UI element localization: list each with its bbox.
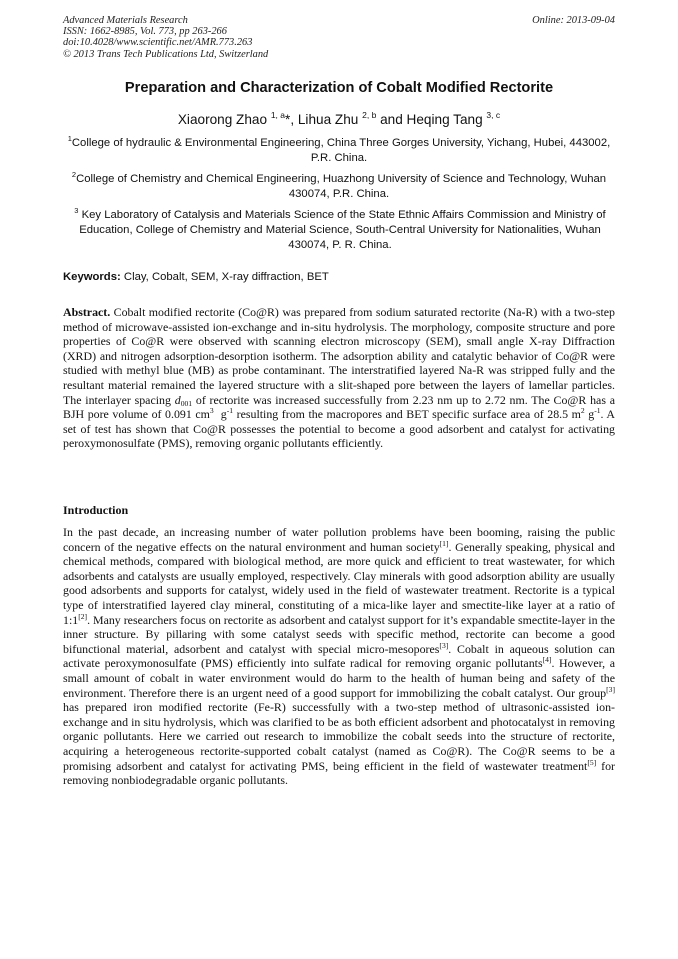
unit: g — [220, 407, 227, 422]
issn-line: ISSN: 1662-8985, Vol. 773, pp 263-266 — [63, 26, 227, 38]
author-separator: , — [290, 112, 298, 127]
affiliation-text: College of hydraulic & Environmental Engineering, China Three Gorges University, Yichang, Hubei, 443002, P.R. China. — [71, 137, 611, 164]
abstract-text: of rectorite was increased successfully from 2.23 nm up to 2.72 nm. The Co@R has a BJH pore volume of 0.091 cm — [63, 392, 616, 422]
abstract-text: resulting from the macropores and BET specific surface area of 28.5 m — [236, 407, 581, 422]
journal-name: Advanced Materials Research — [63, 15, 188, 26]
author-separator: and — [376, 112, 407, 127]
citation: [5] — [587, 757, 597, 767]
paper-title: Preparation and Characterization of Cobalt Modified Rectorite — [124, 80, 554, 96]
superscript: -1 — [226, 406, 234, 416]
citation: [3] — [606, 684, 615, 694]
spacing-subscript: 001 — [180, 398, 193, 408]
affiliation-text: Key Laboratory of Catalysis and Materials Science of the State Ethnic Affairs Commission and Ministry of Education, College of Chemistry and Material Science, South-Central University for Nationalities, Wuhan 430074, P. R. China. — [79, 209, 606, 251]
corresponding-mark: * — [285, 112, 291, 127]
abstract-text: Cobalt modified rectorite (Co@R) was prepared from sodium saturated rectorite (Na-R) with a two-step method of microwave-assisted ion-exchange and in-situ hydrolysis. The morphology, composite structure and pore properties of Co@R were observed with scanning electron microscopy (SEM), small angle X-ray Diffraction (XRD) and nitrogen adsorption-desorption isotherm. The adsorption ability and catalytic behavior of Co@R were studied with methyl blue (MB) as probe contaminant. The interstratified layered Na-R was stripped fully and the resultant material remained the layered structure with a slit-shaped pore between the layers of lamellar particles. The interlayer spacing — [63, 305, 615, 407]
author-list — [63, 112, 615, 127]
citation: [3] — [439, 640, 449, 650]
affiliation — [72, 208, 608, 253]
superscript: 2 — [580, 406, 585, 416]
citation: [2] — [78, 611, 88, 621]
affiliation — [63, 136, 615, 166]
keywords-text: Clay, Cobalt, SEM, X-ray diffraction, BET — [123, 271, 329, 283]
body-text: has prepared iron modified rectorite (Fe-R) successfully with a two-step method of ultrasonic-assisted ion-exchange and in situ hydrolysis, which was clarified to be as both efficient adsorbent and photocatalyst in removing organic pollutants. Here we carried out research to immobilize the cobalt seeds into the structure of rectorite, acquiring a heterogeneous rectorite-supported cobalt catalyst (named as Co@R). The Co@R seems to be a promising adsorbent and catalyst for activating PMS, being efficient in the field of wastewater treatment — [63, 700, 615, 773]
abstract — [63, 305, 615, 451]
affiliation-text: College of Chemistry and Chemical Engineering, Huazhong University of Science and Technology, Wuhan 430074, P.R. China. — [76, 173, 607, 200]
author-affiliation-mark: 3, c — [486, 110, 501, 120]
section-heading: Introduction — [63, 503, 129, 517]
affiliation — [63, 172, 615, 202]
affiliation-number: 1 — [67, 134, 72, 143]
affiliation-number: 3 — [74, 206, 79, 215]
keywords — [63, 271, 615, 283]
doi-line: doi:10.4028/www.scientific.net/AMR.773.263 — [63, 37, 253, 49]
superscript: 3 — [209, 406, 214, 416]
introduction-paragraph — [63, 525, 615, 788]
abstract-label: Abstract. — [63, 305, 111, 319]
spacing-symbol: d — [174, 392, 181, 407]
body-text: . Cobalt in aqueous solution can activate peroxymonosulfate (PMS) efficiently into sulfate radical for removing organic pollutants — [63, 641, 616, 671]
keywords-label: Keywords: — [63, 271, 121, 283]
body-text: . However, a small amount of cobalt in water environment would do harm to the health of human being and safety of the environment. Therefore there is an urgent need of a good support for immobilizing the cobalt catalyst. Our group — [63, 656, 615, 700]
author-affiliation-mark: 1, a — [270, 110, 286, 120]
superscript: -1 — [594, 406, 601, 416]
journal-header — [63, 15, 615, 60]
body-text: for removing nonbiodegradable organic pollutants. — [63, 758, 615, 788]
author-name: Heqing Tang — [406, 112, 483, 127]
online-date: Online: 2013-09-04 — [532, 15, 615, 26]
unit: g — [588, 407, 595, 422]
body-text: . Many researchers focus on rectorite as adsorbent and catalyst support for it’s expandable smectite-layer in the inner structure. By pillaring with some catalyst seeds with specific method, rectorite can become a good bifunctional material, adsorbent and catalyst with special micro-mesopores — [63, 612, 616, 656]
abstract-text: . A set of test has shown that Co@R possesses the potential to become a good adsorbent and catalyst for activating peroxymonosulfate (PMS), removing organic pollutants efficiently. — [63, 407, 615, 451]
body-text: In the past decade, an increasing number of water pollution problems have been booming, raising the public concern of the negative effects on the natural environment and human society — [63, 525, 615, 554]
author-affiliation-mark: 2, b — [362, 110, 377, 120]
body-text: . Generally speaking, physical and chemical methods, compared with biological method, are more quick and efficient to treat wastewater, for which adsorbents and catalysts are usually employed, respectively. Clay minerals with good adsorption ability are usually good adsorbents and supports for catalyst, widely used in the field of wastewater treatment. Rectorite is a typical type of interstratified layered clay mineral, constituting of a mica-like layer and smectite-like layer at a ratio of 1:1 — [63, 539, 615, 627]
citation: [4] — [542, 655, 552, 665]
author-name: Lihua Zhu — [297, 112, 359, 127]
citation: [1] — [439, 538, 449, 548]
copyright-line: © 2013 Trans Tech Publications Ltd, Switzerland — [63, 48, 269, 60]
affiliation-number: 2 — [71, 170, 77, 179]
author-name: Xiaorong Zhao — [177, 112, 268, 127]
